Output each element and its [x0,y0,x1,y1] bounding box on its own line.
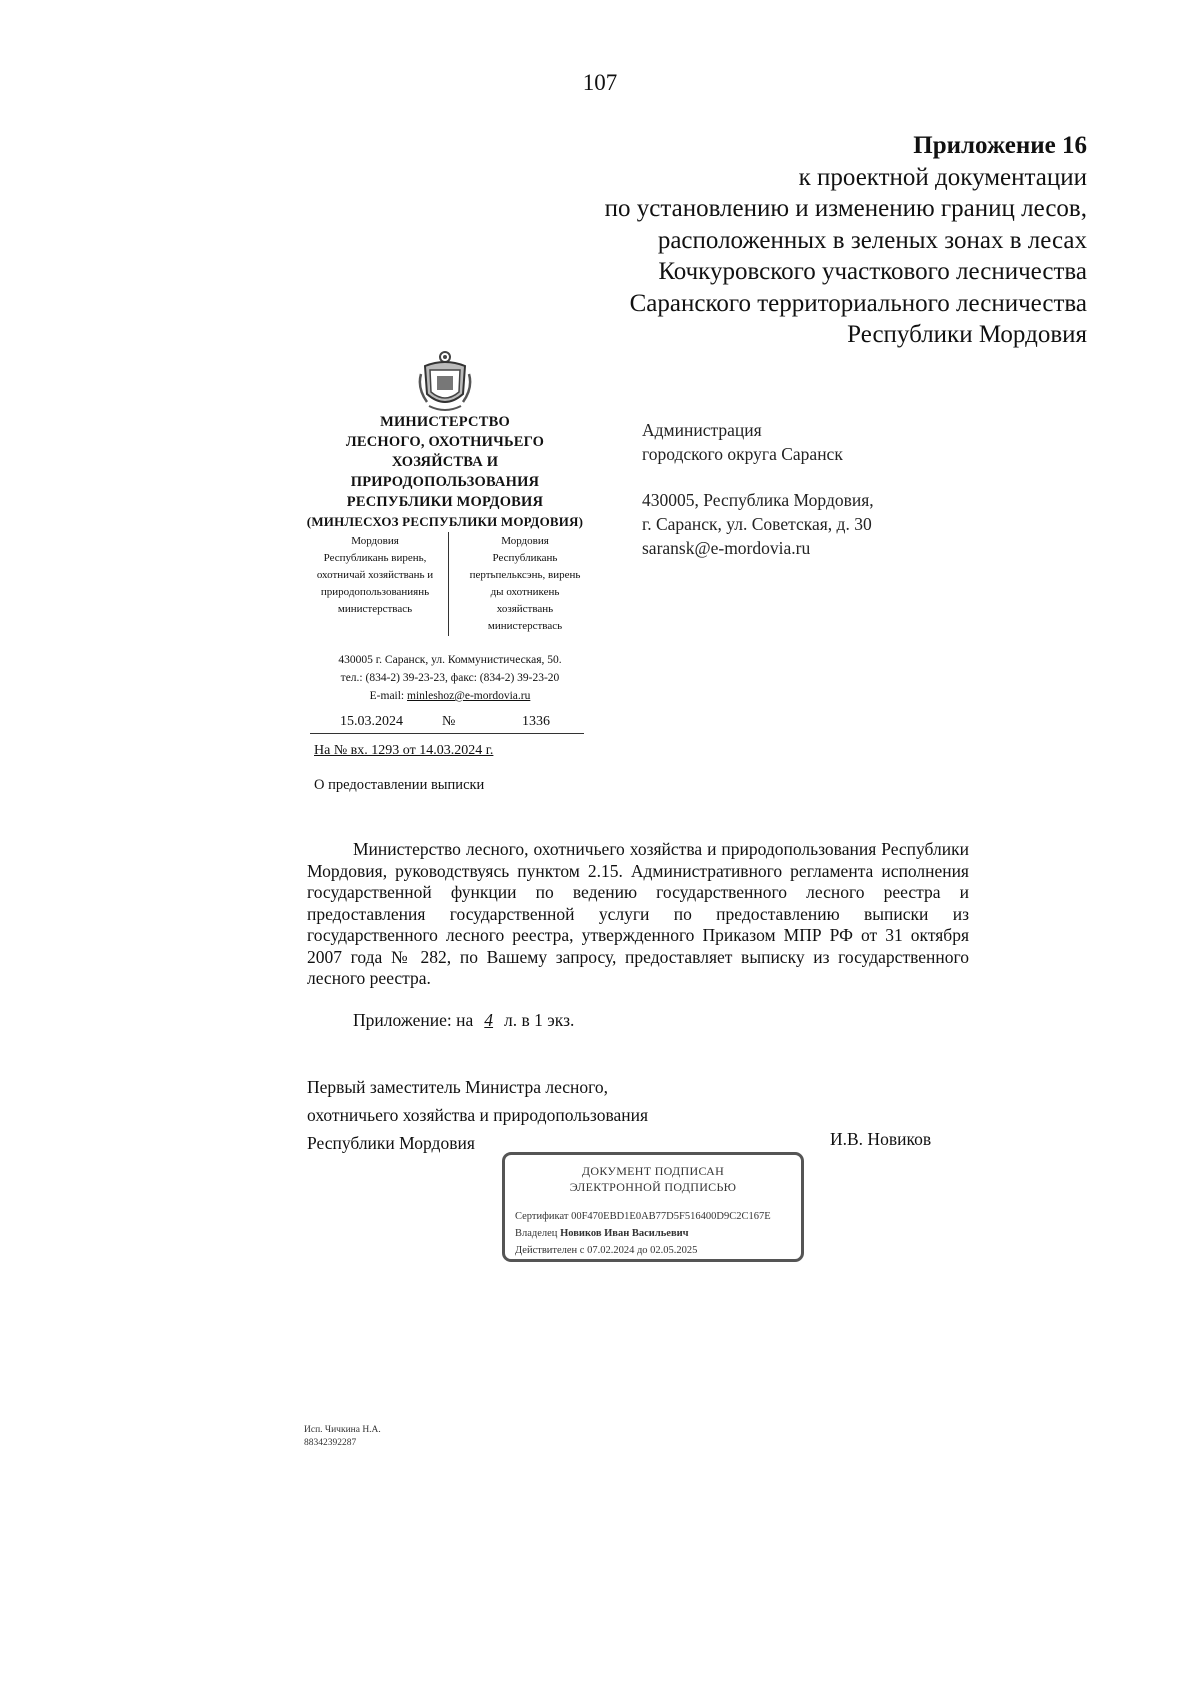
erzya-line: пертьпельксэнь, вирень [469,569,581,581]
attachment-count: 4 [484,1010,494,1030]
ministry-name-line: МИНИСТЕРСТВО [380,414,510,430]
appendix-header [605,130,1087,351]
email-label: E-mail: [369,690,408,702]
recipient-line: г. Саранск, ул. Советская, д. 30 [642,514,872,534]
number-sign: № [442,714,456,729]
ministry-contacts [300,651,600,705]
stamp-owner [515,1225,771,1242]
appendix-line: расположенных в зеленых зонах в лесах [657,226,1087,254]
valid-to: 02.05.2025 [650,1245,698,1256]
executor-phone: 88342392287 [304,1438,357,1448]
cert-value: 00F470EBD1E0AB77D5F516400D9C2C167E [571,1211,771,1222]
ministry-abbreviation: (МИНЛЕСХОЗ РЕСПУБЛИКИ МОРДОВИЯ) [306,514,584,529]
appendix-line: к проектной документации [798,163,1087,191]
moksha-line: Мордовия [351,535,399,547]
moksha-line: Республикань вирень, [323,552,427,564]
appendix-line: Саранского территориального лесничества [629,289,1087,317]
signer-name: И.В. Новиков [830,1129,932,1149]
ministry-name-line: РЕСПУБЛИКИ МОРДОВИЯ [346,494,544,510]
page-number: 107 [582,70,618,95]
recipient-block [642,418,874,560]
valid-to-label: до [636,1245,648,1256]
recipient-line: Администрация [642,420,762,440]
ministry-name-line: ХОЗЯЙСТВА И [391,454,499,470]
ministry-name-line: ПРИРОДОПОЛЬЗОВАНИЯ [350,474,540,490]
moksha-line: охотничай хозяйствань и [316,569,434,581]
attachment-note [353,1010,574,1031]
registration-underline [310,733,584,734]
letter-date: 15.03.2024 [340,714,403,729]
incoming-reference: На № вх. 1293 от 14.03.2024 г. [314,743,494,758]
moksha-line: природопользованиянь [320,586,430,598]
stamp-header-line: ДОКУМЕНТ ПОДПИСАН [581,1164,725,1178]
stamp-header [505,1163,801,1195]
signer-position-line: охотничьего хозяйства и природопользования [307,1105,649,1125]
executor-info [304,1424,381,1450]
recipient-email[interactable]: saransk@e-mordovia.ru [642,538,811,558]
ministry-name-line: ЛЕСНОГО, ОХОТНИЧЬЕГО [345,434,545,450]
moksha-line: министерствась [337,603,413,615]
appendix-line: Республики Мордовия [847,321,1087,348]
stamp-header-line: ЭЛЕКТРОННОЙ ПОДПИСЬЮ [569,1180,737,1194]
letter-body: Министерство лесного, охотничьего хозяйства и природопользования Республики Мордовия, руководствуясь пунктом 2.15. Административного регламента исполнения государственной функции по ведению государственного лесного реестра и предоставления государственной услуги по предоставлению выписки из государственного лесного реестра, утвержденного Приказом МПР РФ от 31 октября 2007 года № 282, по Вашему запросу, предоставляет выписку из государственного лесного реестра. [307,839,969,988]
signer-position-line: Первый заместитель Министра лесного, [307,1077,609,1097]
ministry-address: 430005 г. Саранск, ул. Коммунистическая, 50. [338,654,562,666]
erzya-line: Республикань [492,552,558,564]
appendix-line: по установлению и изменению границ лесов, [604,195,1087,222]
letter-subject: О предоставлении выписки [314,777,485,793]
erzya-line: ды охотникень [490,586,560,598]
recipient-line: городского округа Саранск [642,444,843,464]
letterhead-divider [448,532,449,636]
executor-name: Исп. Чичкина Н.А. [304,1425,381,1435]
attachment-prefix: Приложение: на [353,1010,474,1030]
appendix-line: Кочкуровского участкового лесничества [658,258,1087,285]
valid-from: 07.02.2024 [587,1245,635,1256]
erzya-line: министерствась [487,620,563,632]
cert-label: Сертификат [515,1211,569,1222]
ministry-name-erzya [455,533,595,635]
electronic-signature-stamp [502,1152,804,1262]
stamp-details [515,1208,771,1259]
stamp-validity [515,1242,771,1259]
owner-value: Новиков Иван Васильевич [560,1228,689,1239]
signer-position [307,1073,648,1157]
stamp-certificate [515,1208,771,1225]
recipient-line: 430005, Республика Мордовия, [642,490,874,510]
ministry-name [300,412,590,532]
signer-position-line: Республики Мордовия [307,1133,475,1153]
ministry-phone: тел.: (834-2) 39-23-23, факс: (834-2) 39-23-20 [340,672,560,684]
ministry-name-moksha [305,533,445,618]
email-link[interactable]: minleshoz@e-mordovia.ru [407,690,531,702]
letter-number: 1336 [522,714,550,729]
erzya-line: хозяйствань [496,603,554,615]
coat-of-arms-icon [416,348,474,414]
erzya-line: Мордовия [501,535,549,547]
recipient-spacer [642,466,874,488]
valid-label: Действителен с [515,1245,585,1256]
appendix-title: Приложение 16 [913,132,1087,159]
ministry-email [300,687,600,705]
owner-label: Владелец [515,1228,558,1239]
attachment-suffix: л. в 1 экз. [504,1010,575,1030]
